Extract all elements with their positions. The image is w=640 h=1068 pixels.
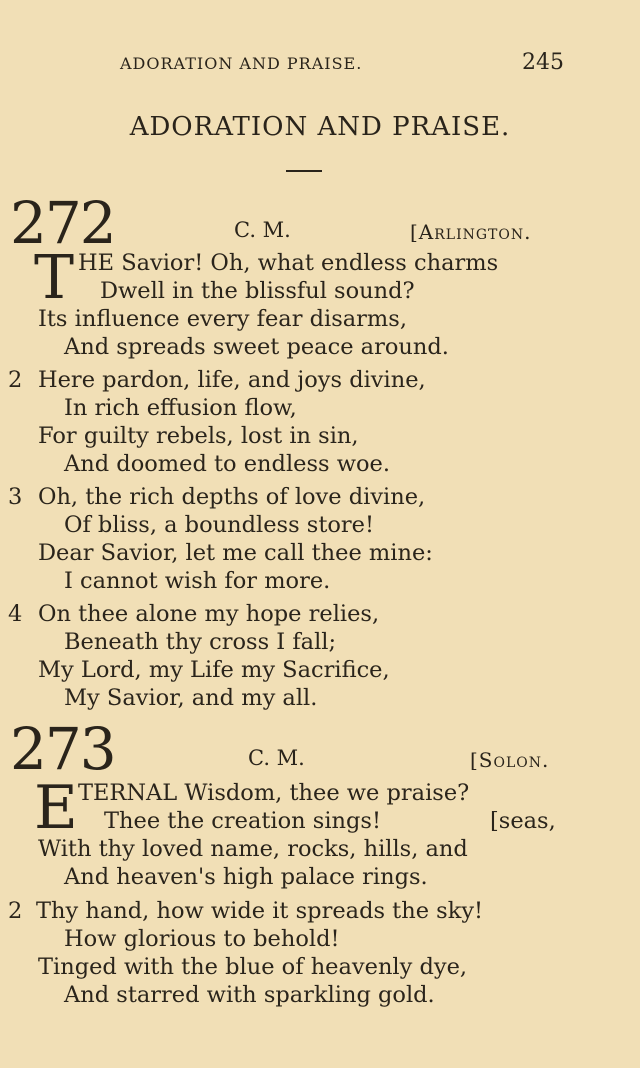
verse-line: On thee alone my hope relies, xyxy=(38,601,380,627)
verse-line: Dear Savior, let me call thee mine: xyxy=(38,540,433,566)
verse-line: Of bliss, a boundless store! xyxy=(64,512,375,538)
verse-line: Its influence every fear disarms, xyxy=(38,306,407,332)
verse-line: My Lord, my Life my Sacrifice, xyxy=(38,657,390,683)
hymn-number: 272 xyxy=(10,189,115,257)
verse-number: 4 xyxy=(8,601,23,627)
hymn-meter: C. M. xyxy=(234,218,291,242)
verse-line: Tinged with the blue of heavenly dye, xyxy=(38,954,468,980)
verse-line: Thee the creation sings! xyxy=(104,808,382,834)
verse-line: And spreads sweet peace around. xyxy=(64,334,449,360)
drop-cap: T xyxy=(34,243,75,313)
verse-number: 2 xyxy=(8,898,23,924)
title-rule xyxy=(286,170,322,172)
running-title: ADORATION AND PRAISE. xyxy=(120,54,363,73)
verse-line: HE Savior! Oh, what endless charms xyxy=(78,250,499,276)
verse-line: My Savior, and my all. xyxy=(64,685,318,711)
verse-line: And heaven's high palace rings. xyxy=(64,864,428,890)
hymn-meter: C. M. xyxy=(248,746,305,770)
verse-line: Oh, the rich depths of love divine, xyxy=(38,484,426,510)
hymn-tune: [Solon. xyxy=(470,748,550,772)
verse-line: TERNAL Wisdom, thee we praise? xyxy=(78,780,470,806)
verse-number: 2 xyxy=(8,367,23,393)
hymn-number: 273 xyxy=(10,715,115,783)
verse-line: Thy hand, how wide it spreads the sky! xyxy=(36,898,484,924)
verse-line: And starred with sparkling gold. xyxy=(64,982,435,1008)
verse-line: Beneath thy cross I fall; xyxy=(64,629,337,655)
verse-line: In rich effusion flow, xyxy=(64,395,297,421)
verse-line: With thy loved name, rocks, hills, and xyxy=(38,836,468,862)
verse-line: Dwell in the blissful sound? xyxy=(100,278,415,304)
page-number: 245 xyxy=(522,50,564,75)
verse-line: I cannot wish for more. xyxy=(64,568,331,594)
verse-number: 3 xyxy=(8,484,23,510)
verse-line: Here pardon, life, and joys divine, xyxy=(38,367,426,393)
verse-line: How glorious to behold! xyxy=(64,926,340,952)
verse-line-overflow: [seas, xyxy=(490,808,556,834)
section-title: ADORATION AND PRAISE. xyxy=(129,112,511,142)
hymn-tune: [Arlington. xyxy=(410,220,532,244)
drop-cap: E xyxy=(34,773,78,843)
verse-line: And doomed to endless woe. xyxy=(64,451,390,477)
verse-line: For guilty rebels, lost in sin, xyxy=(38,423,359,449)
